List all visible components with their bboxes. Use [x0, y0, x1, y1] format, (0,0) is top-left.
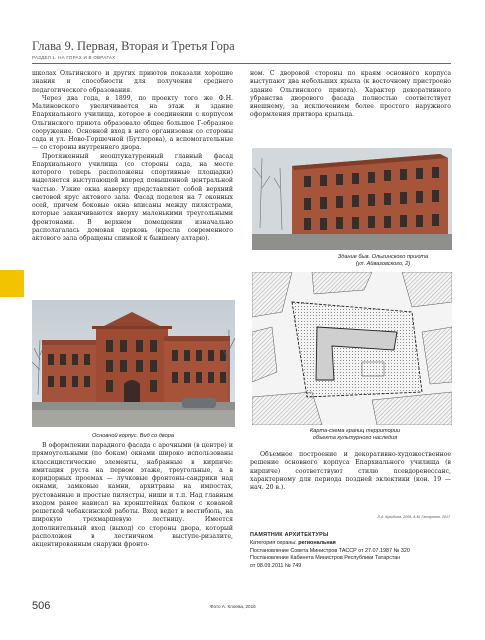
category-label: Категория охраны:: [250, 539, 299, 546]
paragraph: Через два года, в 1899, по проекту того же Ф.Н. Малиновского увеличивается на этаж и здание Епархиального училища, которое в соединении с корпусом Ольгинского приюта образовало общее большое Г-образное сооружение. Основной вход в него организован со стороны сада и ул. Ново-Горшечной (Бутлерова), а вспомогательные — со стороны внутреннего двора.: [32, 94, 233, 152]
left-column-top-text: [32, 70, 233, 243]
chapter-title: Глава 9. Первая, Вторая и Третья Гора: [32, 39, 235, 53]
monument-title: ПАМЯТНИК АРХИТЕКТУРЫ: [250, 532, 329, 538]
caption-line: (ул. Айвазовского, 2): [355, 261, 411, 267]
source-credit: Л.А. Кулибина, 2009, А.М. Гатауллин, 2017: [377, 515, 450, 519]
caption-line: Карта-схема границ территории: [309, 428, 401, 434]
paragraph: В оформлении парадного фасада с арочными (в центре) и прямоугольными (по бокам) окнами широко использованы классицистические элементы, набранные в кирпиче: имитация руста на первом этаже, треугольные, а в коридорных проемах — лучковые фронтоны-сандрики над окнами, замковые камни, архитравы на импостах, рустованные и простые пилястры, ниши и т.п. Над главным входом ранее нависал на кронштейнах балкон с кованой решеткой чебаксинской работы. Вход ведет в вестибюль, на широкую трехмаршевую лестницу. Имеется дополнительный вход (выход) со стороны двора, который расположен в лестничном выступе-ризалите, акцентированным снаружи фронто-: [32, 442, 233, 548]
caption-line: объекта культурного наследия: [312, 435, 398, 441]
main-photo-caption: Основной корпус. Вид со двора: [92, 433, 174, 439]
monument-decree-2-date: от 08.09.2011 № 749: [250, 563, 302, 570]
caption-line: Здание быв. Ольгинского приюта: [337, 254, 429, 260]
map-caption: [300, 428, 410, 442]
orphanage-building-photo: [252, 148, 452, 250]
monument-info: [250, 532, 455, 571]
left-column-bottom-text: [32, 442, 233, 549]
page-number: 506: [32, 600, 51, 612]
monument-decree-2: Постановление Кабинета Министров Республики Татарстан: [250, 555, 401, 562]
photo-credit: Фото А. Клоева, 2016: [210, 604, 256, 609]
paragraph: школах Ольгинского и других приютов показали хорошие знания и способности для получения среднего педагогического образования.: [32, 70, 233, 94]
paragraph: ном. С дворовой стороны по краям основного корпуса выступают два небольших крыла (к восточному пристроено здание Ольгинского приюта). Характер декоративного убранства дворового фасада полностью соответствует внешнему, за исключением более простого наружного оформления притвора крыльца.: [250, 70, 451, 119]
right-column-bottom-text: [250, 451, 451, 492]
monument-decree-1: Постановление Совета Министров ТАССР от 27.07.1987 № 320: [250, 547, 410, 554]
section-subtitle: РАЗДЕЛ 1. НА ГОРАХ И В ОВРАГАХ: [32, 55, 116, 60]
category-value: региональная: [298, 539, 336, 546]
right-column-top-text: [250, 70, 451, 120]
chapter-side-tab: [0, 270, 24, 297]
header-rule: [32, 63, 451, 64]
paragraph: Объемное построение и декоративно-художественное решение основного корпуса Епархиального училища (в кирпиче) соответствуют стилю псевдоренессанс, характерному для периода поздней эклектики (кон. 19 — нач. 20 в.).: [250, 451, 451, 491]
monument-category: [250, 540, 455, 548]
territory-map: [252, 272, 452, 425]
paragraph: Протяженный неоштукатуренный главный фасад Епархиального училища (со стороны сада, на месте которого теперь расположены спортивные площадки) выделяется выступающей вперед повышенной центральной частью. Узкие окна наверху представляют собой верхний световой ярус актового зала. Фасад поделен на 7 оконных осей, причем боковые окна вписаны между пилястрами, которые заканчиваются вверху маленькими треугольными фронтонами. В верхнем помещении изначально располагалась домовая церковь (кресла современного актового зала обращены спинкой к бывшему алтарю).: [32, 152, 233, 242]
orphanage-photo-caption: [333, 254, 433, 268]
main-building-photo: [32, 300, 235, 427]
